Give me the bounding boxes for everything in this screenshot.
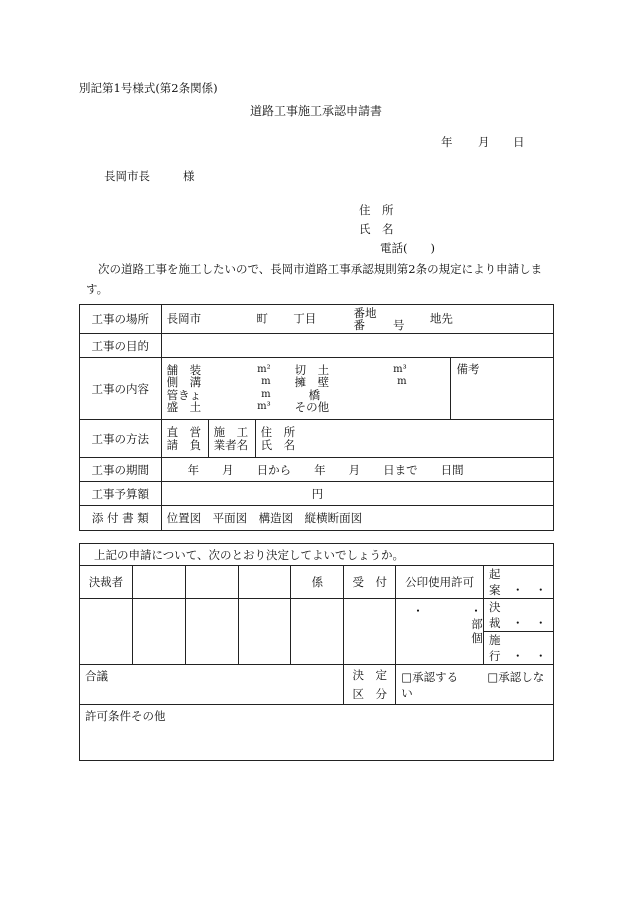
approver-label: 決裁者 <box>80 566 133 599</box>
purpose-value <box>161 334 553 358</box>
application-table <box>79 304 554 531</box>
content-item: その他 <box>294 400 330 414</box>
seal-bu: 部 <box>471 617 483 631</box>
form-number: 別記第1号様式(第2条関係) <box>79 81 218 95</box>
approver-stamp <box>132 599 185 665</box>
content-item: 擁 壁 m <box>294 375 407 389</box>
approver-cell <box>185 566 238 599</box>
applicant-address-label: 住 所 <box>359 203 394 217</box>
content-item: 橋 <box>308 387 321 402</box>
kessai-cell: 決裁 ・ ・ <box>483 599 553 632</box>
approver-cell <box>132 566 185 599</box>
location-cell <box>161 305 553 334</box>
location-cho: 町 <box>256 311 268 325</box>
kian-cell: 起案 ・ ・ <box>483 566 553 599</box>
content-item: 盛 土 m³ <box>166 400 271 414</box>
kettei-label: 決 定 区 分 <box>344 665 396 705</box>
location-saki: 地先 <box>429 311 453 325</box>
conditions-cell <box>80 705 554 761</box>
decision-options <box>396 665 554 705</box>
decision-question: 上記の申請について、次のとおり決定してよいでしょうか。 <box>80 544 554 566</box>
uketsuke-label: 受 付 <box>344 566 396 599</box>
method-options <box>161 420 208 458</box>
date-year: 年 <box>441 135 453 149</box>
addressee-honorific: 様 <box>183 169 195 183</box>
conditions-label: 許可条件その他 <box>85 709 166 723</box>
shiko-cell: 施行 ・ ・ <box>483 632 553 665</box>
budget-label: 工事予算額 <box>80 482 162 506</box>
seal-stamp <box>396 599 484 665</box>
gougi-label: 合議 <box>85 669 108 683</box>
contractor-label: 施 工 業者名 <box>208 420 255 458</box>
applicant-name-label: 氏 名 <box>359 222 394 236</box>
budget-value: 円 <box>161 482 553 506</box>
date-month: 月 <box>478 135 490 149</box>
contractor-details <box>255 420 553 458</box>
location-label: 工事の場所 <box>80 305 162 334</box>
addressee: 長岡市長 <box>104 169 150 183</box>
attachments-value: 位置図 平面図 構造図 縦横断面図 <box>161 506 553 531</box>
content-item: 側 溝 m <box>166 375 271 389</box>
content-item: 切 土 m³ <box>294 362 407 377</box>
content-column-1 <box>167 364 295 414</box>
period-label: 工事の期間 <box>80 458 162 482</box>
purpose-label: 工事の目的 <box>80 334 162 358</box>
approver-stamp <box>238 599 291 665</box>
seal-ko: 個 <box>471 631 483 645</box>
method-direct: 直 営 <box>166 425 202 439</box>
contractor-address: 住 所 <box>260 425 296 439</box>
intro-line-1: 次の道路工事を施工したいので、長岡市道路工事承認規則第2条の規定により申請しま <box>98 262 543 276</box>
intro-line-2: す。 <box>86 282 109 296</box>
content-cell <box>161 358 451 420</box>
approve-option[interactable]: □承認する <box>401 669 459 684</box>
attachments-label: 添 付 書 類 <box>80 506 162 531</box>
form-title: 道路工事施工承認申請書 <box>250 104 383 118</box>
location-ban: 番 <box>353 318 366 332</box>
reject-option[interactable]: □承認しない <box>401 669 545 700</box>
approver-stamp <box>80 599 133 665</box>
content-item: 舗 装 m² <box>166 362 271 377</box>
date-day: 日 <box>513 135 525 149</box>
seal-dot: ・ <box>412 604 424 618</box>
seal-label: 公印使用許可 <box>396 566 484 599</box>
content-column-2 <box>295 364 425 414</box>
approver-stamp <box>185 599 238 665</box>
contractor-name: 氏 名 <box>260 437 296 452</box>
approver-cell <box>238 566 291 599</box>
method-label: 工事の方法 <box>80 420 162 458</box>
location-banchi: 番地 <box>353 305 377 320</box>
period-value: 年 月 日から 年 月 日まで 日間 <box>161 458 553 482</box>
applicant-phone-label: 電話( ) <box>380 241 435 255</box>
content-label: 工事の内容 <box>80 358 162 420</box>
content-item: 管きょ m <box>166 387 271 402</box>
uketsuke-stamp <box>344 599 396 665</box>
remarks-label: 備考 <box>456 362 480 376</box>
seal-dot: ・ <box>470 604 482 618</box>
decision-table <box>79 543 554 761</box>
remarks-cell <box>451 358 554 420</box>
location-city: 長岡市 <box>166 311 202 325</box>
method-contract: 請 負 <box>166 437 202 452</box>
location-chome: 丁目 <box>293 311 317 325</box>
location-go: 号 <box>393 318 405 332</box>
gougi-cell <box>80 665 344 705</box>
kakari-label: 係 <box>291 566 344 599</box>
kakari-stamp <box>291 599 344 665</box>
